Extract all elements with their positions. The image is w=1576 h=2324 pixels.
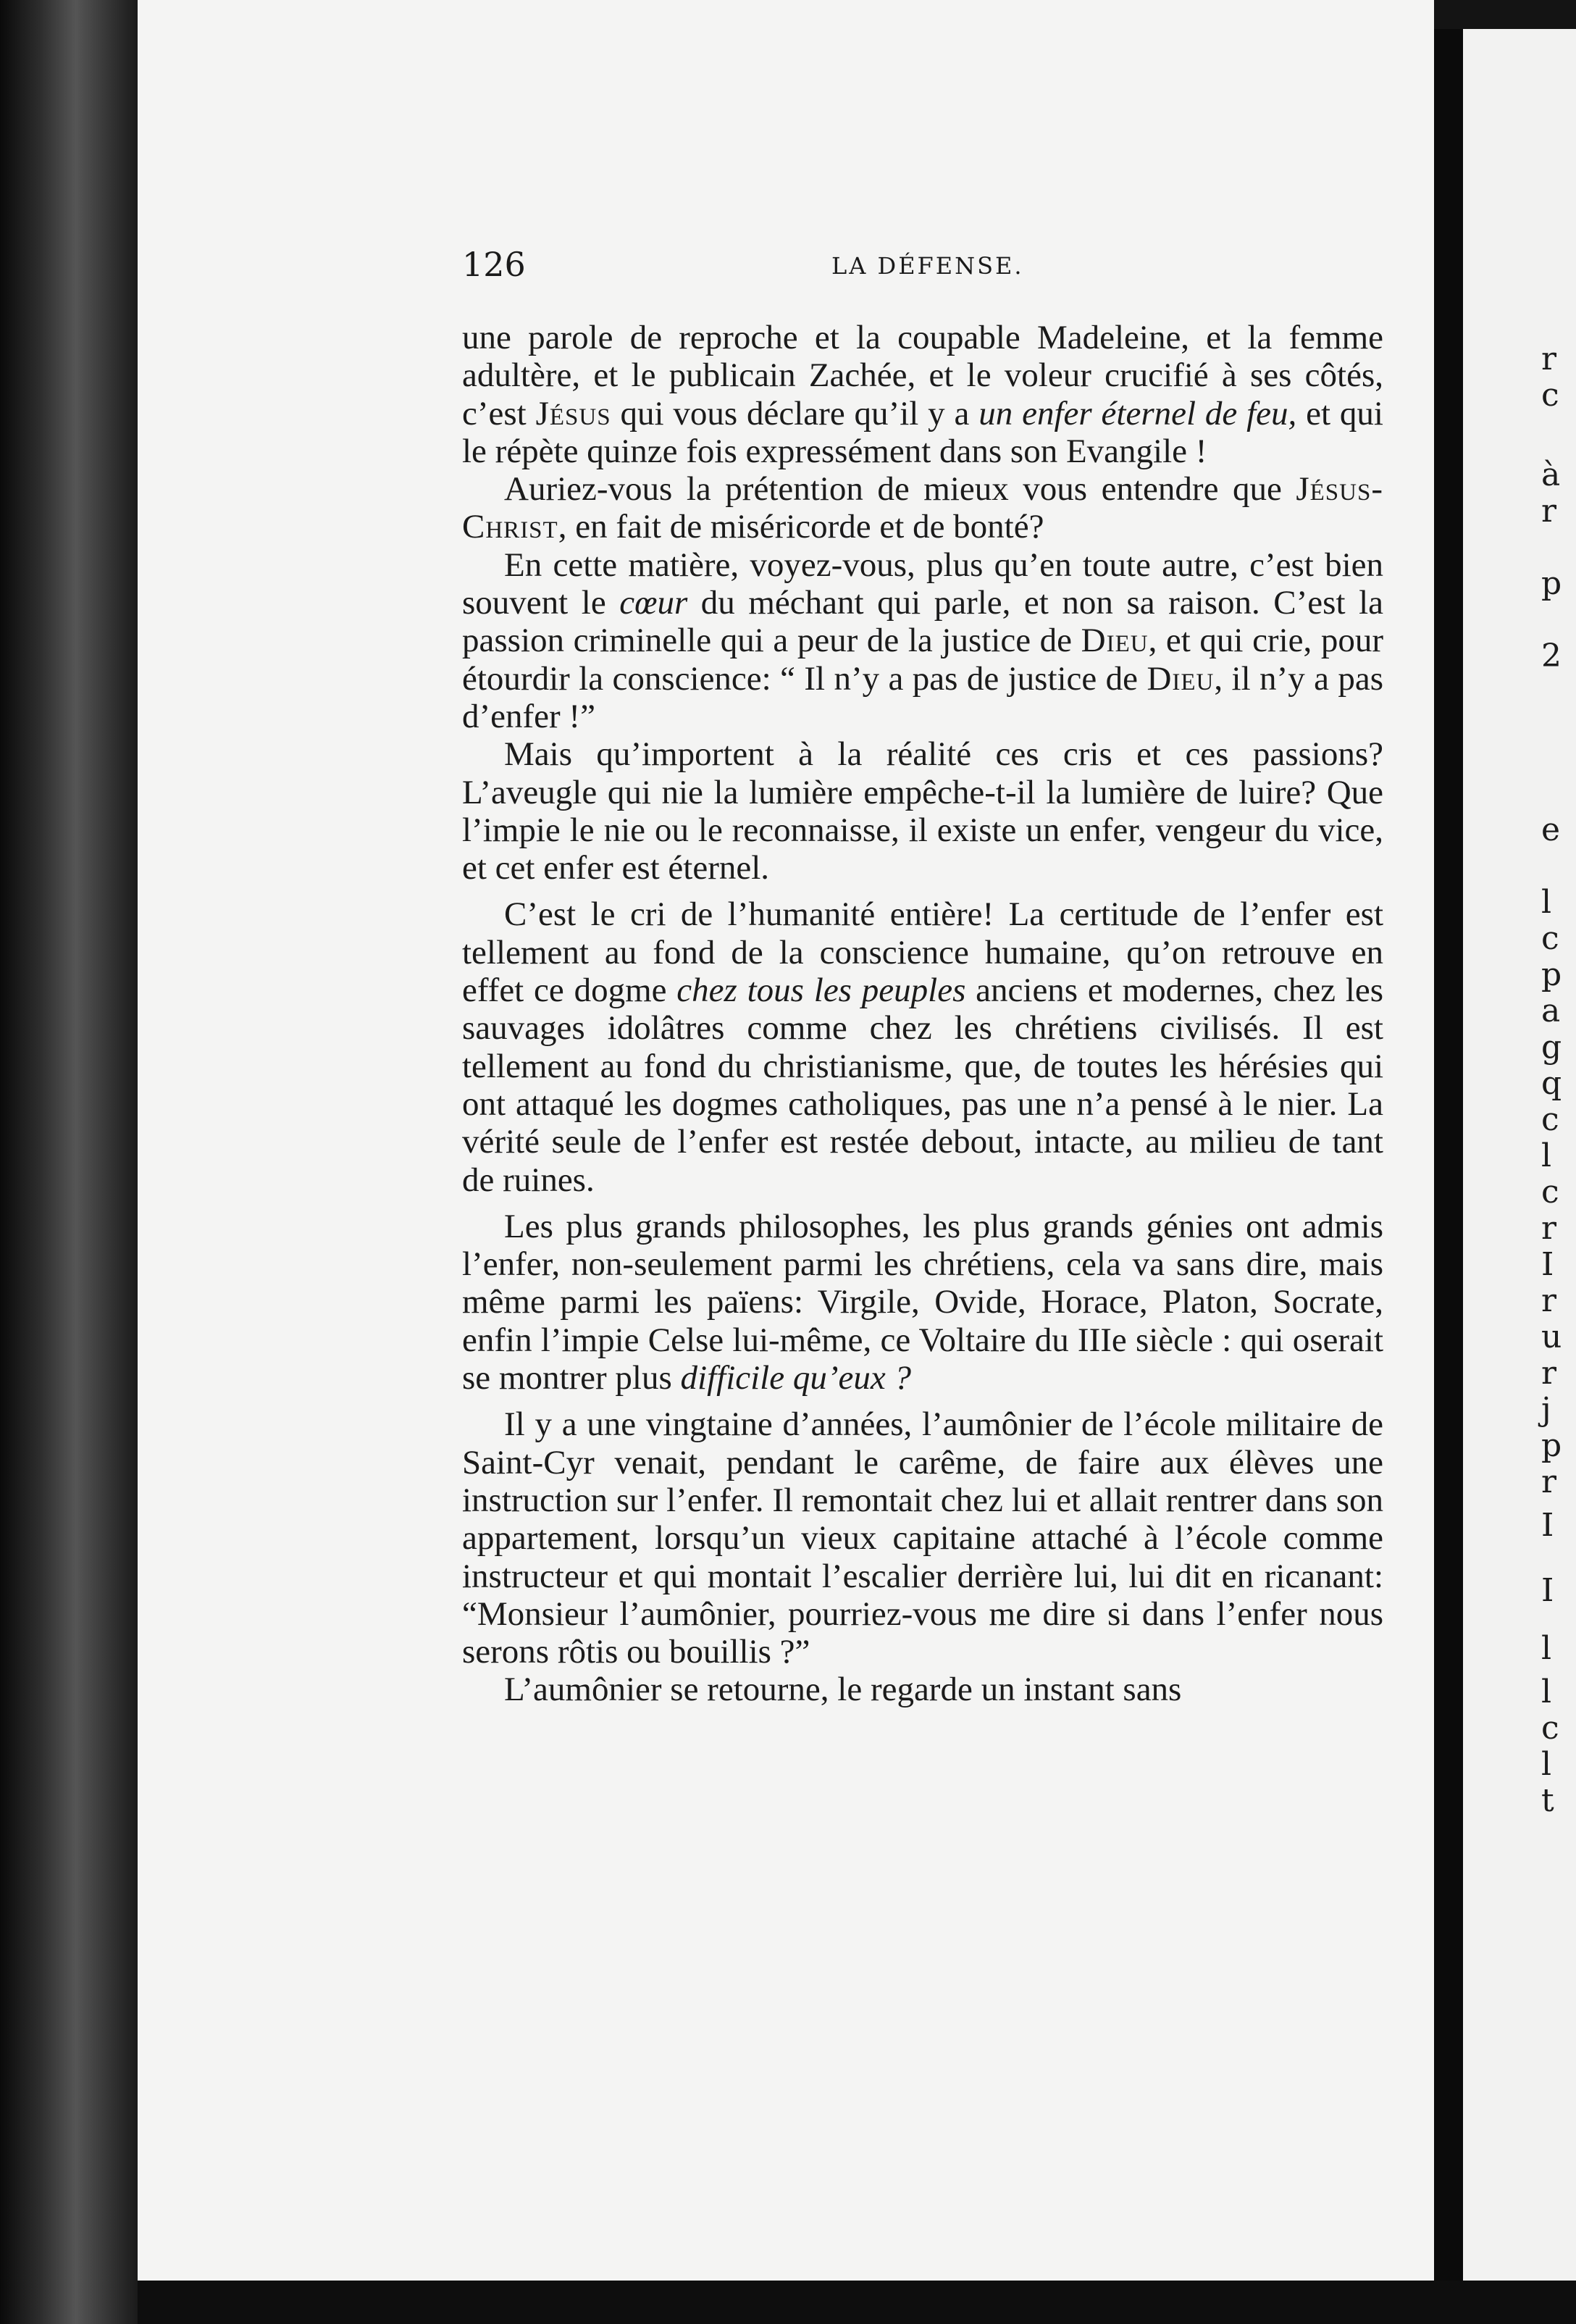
paragraph bbox=[462, 1405, 1383, 1671]
facing-page-fragment: e bbox=[1541, 811, 1561, 848]
text-run: une parole de reproche et la coupable Madeleine, et la femme adultère, et le publicain Zachée, et le voleur crucifié à ses côtés, c’est bbox=[462, 319, 1383, 432]
facing-page-fragment: p bbox=[1541, 1427, 1562, 1464]
text-run: , en fait de miséricorde et de bonté? bbox=[558, 508, 1044, 546]
page-number: 126 bbox=[462, 245, 526, 284]
paragraph bbox=[462, 319, 1383, 470]
book-spine bbox=[0, 0, 138, 2324]
facing-page-edge bbox=[1463, 29, 1576, 2282]
text-run: En cette matière, voyez-vous, plus qu’en toute autre, c’est bien souvent le bbox=[462, 546, 1383, 622]
paragraph bbox=[462, 546, 1383, 735]
facing-page-fragment: r bbox=[1541, 1463, 1557, 1500]
italic-text: chez tous les peuples bbox=[676, 971, 966, 1010]
scan-border bbox=[138, 2281, 1576, 2324]
facing-page-fragment: l bbox=[1541, 1137, 1552, 1174]
facing-page-fragment: r bbox=[1541, 340, 1557, 377]
text-run: Mais qu’importent à la réalité ces cris et ces passions? L’aveugle qui nie la lumière empêche-t-il la lumière de luire? Que l’impie le nie ou le reconnaisse, il existe un enfer, vengeur du vice, et cet enfer est éternel. bbox=[462, 735, 1383, 887]
facing-page-fragment: q bbox=[1541, 1065, 1562, 1102]
italic-text: un enfer éternel de feu, bbox=[978, 394, 1297, 432]
italic-text: difficile qu’eux ? bbox=[680, 1359, 911, 1397]
facing-page-fragment: 2 bbox=[1541, 638, 1562, 674]
page-gutter bbox=[1434, 29, 1463, 2324]
facing-page-fragment: l bbox=[1541, 1746, 1552, 1783]
facing-page-fragment: p bbox=[1541, 565, 1562, 602]
running-head bbox=[462, 245, 1389, 288]
running-title: LA DÉFENSE. bbox=[831, 252, 1024, 280]
text-run: , il n’y a pas d’enfer !” bbox=[462, 659, 1384, 735]
text-run: Auriez-vous la prétention de mieux vous entendre que bbox=[504, 470, 1296, 509]
facing-page-fragment: r bbox=[1541, 1355, 1557, 1392]
facing-page-fragment: a bbox=[1541, 992, 1561, 1029]
facing-page-fragment: j bbox=[1541, 1391, 1551, 1428]
facing-page-fragment: à bbox=[1541, 456, 1561, 493]
facing-page-fragment: g bbox=[1541, 1029, 1562, 1066]
small-caps-text: Dieu bbox=[1147, 659, 1215, 698]
paragraph bbox=[462, 1671, 1383, 1708]
text-run: Il y a une vingtaine d’années, l’aumônier de l’école militaire de Saint-Cyr venait, pendant le carême, de faire aux élèves une instruction sur l’enfer. Il remontait chez lui et allait rentrer dans son appartement, lorsqu’un vieux capitaine attaché à l’école comme instructeur et qui montait l’escalier derrière lui, lui dit en ricanant: “Monsieur l’aumônier, pourriez-vous me dire si dans l’enfer nous serons rôtis ou bouillis ?” bbox=[462, 1405, 1383, 1671]
body-text bbox=[462, 319, 1383, 1709]
text-run: qui vous déclare qu’il y a bbox=[611, 394, 979, 432]
paragraph bbox=[462, 470, 1383, 546]
italic-text: cœur bbox=[619, 584, 688, 622]
text-run: anciens et modernes, chez les sauvages idolâtres comme chez les chrétiens civilisés. Il est tellement au fond du christianisme, que, de toutes les hérésies qui ont attaqué les dogmes catholiques, pas une n’a pensé à le nier. La vérité seule de l’enfer est restée debout, intacte, au milieu de tant de ruines. bbox=[462, 971, 1384, 1199]
facing-page-fragment: c bbox=[1541, 377, 1559, 414]
facing-page-fragment: l bbox=[1541, 1673, 1552, 1710]
facing-page-fragment: I bbox=[1541, 1572, 1554, 1609]
facing-page-fragment: I bbox=[1541, 1246, 1554, 1283]
small-caps-text: Dieu bbox=[1081, 622, 1149, 660]
facing-page-fragment: l bbox=[1541, 884, 1552, 921]
small-caps-text: Jésus bbox=[535, 394, 611, 432]
text-run: Les plus grands philosophes, les plus grands génies ont admis l’enfer, non-seulement parmi les chrétiens, cela va sans dire, mais même parmi les païens: Virgile, Ovide, Horace, Platon, Socrate, enfin l’impie Celse lui-même, ce Voltaire du IIIe siècle : qui oserait se montrer plus bbox=[462, 1207, 1383, 1397]
text-run: et qui le répète quinze fois expressément dans son Evangile ! bbox=[462, 394, 1383, 470]
facing-page-fragment: I bbox=[1541, 1507, 1554, 1544]
small-caps-text: Jésus-Christ bbox=[462, 470, 1383, 546]
facing-page-fragment: l bbox=[1541, 1630, 1552, 1667]
text-run: du méchant qui parle, et non sa raison. C’est la passion criminelle qui a peur de la justice de bbox=[462, 584, 1383, 660]
paragraph bbox=[462, 735, 1383, 887]
facing-page-fragment: r bbox=[1541, 1210, 1557, 1247]
facing-page-fragment: r bbox=[1541, 493, 1557, 530]
text-run: C’est le cri de l’humanité entière! La certitude de l’enfer est tellement au fond de la conscience humaine, qu’on retrouve en effet ce dogme bbox=[462, 895, 1383, 1010]
facing-page-fragment: c bbox=[1541, 1101, 1559, 1138]
facing-page-fragment: c bbox=[1541, 1710, 1559, 1747]
facing-page-fragment: c bbox=[1541, 1174, 1559, 1211]
text-run: L’aumônier se retourne, le regarde un instant sans bbox=[504, 1671, 1182, 1709]
facing-page-fragment: c bbox=[1541, 920, 1559, 957]
facing-page-fragment: p bbox=[1541, 956, 1562, 993]
facing-page-fragment: t bbox=[1541, 1782, 1554, 1819]
paragraph bbox=[462, 1208, 1383, 1397]
facing-page-fragment: r bbox=[1541, 1282, 1557, 1319]
facing-page-fragment: u bbox=[1541, 1318, 1562, 1355]
paragraph bbox=[462, 895, 1383, 1198]
text-run: , et qui crie, pour étourdir la conscience: “ Il n’y a pas de justice de bbox=[462, 622, 1383, 698]
